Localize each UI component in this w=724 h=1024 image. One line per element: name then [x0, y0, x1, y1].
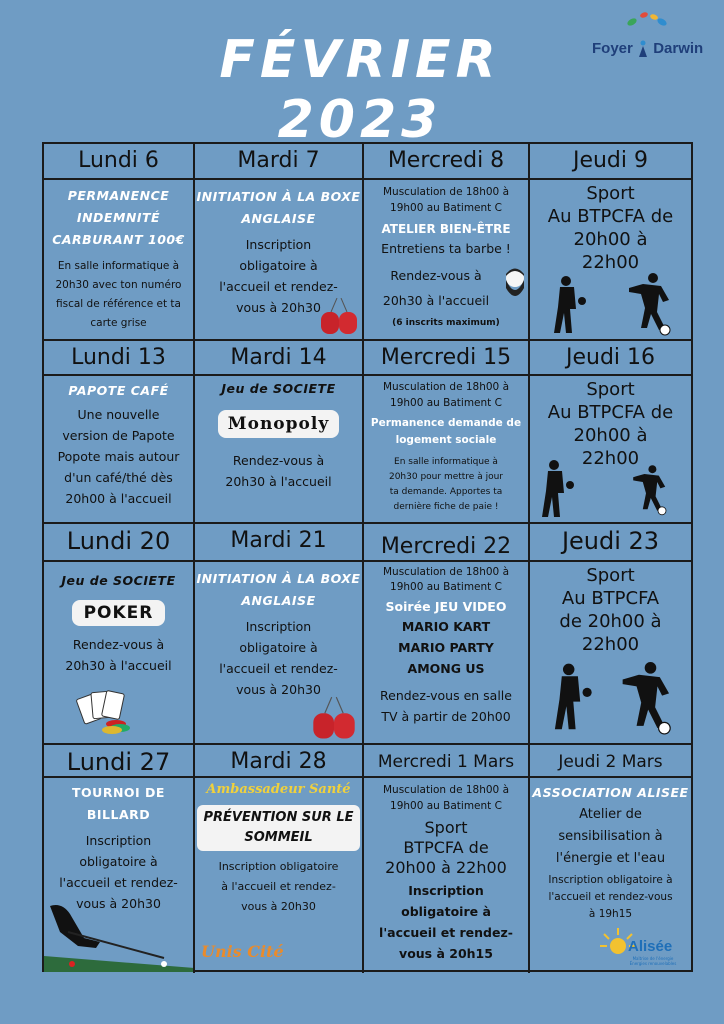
event-cell: [195, 778, 364, 973]
event-text: 20h00 à l'accueil: [65, 491, 172, 506]
event-cell: [44, 376, 195, 524]
event-text: obligatoire à: [239, 640, 318, 655]
event-cell: [530, 376, 691, 524]
event-cell: [44, 562, 195, 745]
soccer-player-icon: [625, 272, 675, 336]
event-subheading: sensibilisation à: [558, 829, 663, 844]
event-cell: [44, 778, 195, 973]
event-heading: INITIATION À LA BOXE: [196, 189, 361, 204]
event-heading: PERMANENCE: [67, 188, 170, 203]
game-pill: Monopoly: [218, 410, 339, 438]
event-subheading: Atelier de: [579, 807, 642, 822]
event-text: En salle informatique à: [57, 260, 180, 272]
bearded-man-icon: [502, 266, 528, 306]
sport-text: BTPCFA de: [403, 838, 489, 857]
sport-text: Au BTPCFA de: [547, 402, 674, 423]
event-text: 20h30 avec ton numéro: [55, 279, 182, 291]
day-header: Mardi 7: [195, 144, 364, 180]
sport-text: Sport: [586, 379, 635, 400]
day-header: Mardi 28: [195, 745, 364, 778]
event-text: vous à 20h30: [241, 900, 316, 913]
event-cell: [195, 376, 364, 524]
event-text: obligatoire à: [239, 258, 318, 273]
pill-line: PRÉVENTION SUR LE: [203, 810, 354, 825]
sport-text: 20h00 à 22h00: [385, 858, 507, 877]
boxing-gloves-icon: [319, 298, 359, 336]
event-text: Rendez-vous en salle: [380, 688, 512, 703]
event-text: l'accueil et rendez-vous: [548, 891, 673, 903]
event-heading: CARBURANT 100€: [52, 232, 185, 247]
muscu-text: Musculation de 18h00 à: [382, 186, 510, 198]
event-note: (6 inscrits maximum): [392, 318, 500, 328]
event-heading: Jeu de SOCIETE: [221, 381, 336, 396]
event-subheading: l'énergie et l'eau: [555, 851, 666, 866]
sport-text: 22h00: [581, 252, 640, 273]
calendar-grid: [42, 142, 693, 972]
sport-text: Au BTPCFA de: [547, 206, 674, 227]
game-name: MARIO PARTY: [398, 640, 494, 655]
event-text: obligatoire à: [401, 904, 491, 919]
event-cell: [530, 180, 691, 341]
event-text: Rendez-vous à: [390, 268, 482, 283]
alisee-tagline: Énergies renouvelables: [629, 961, 677, 966]
sport-text: Sport: [586, 565, 635, 586]
event-cell: [44, 180, 195, 341]
poker-cards-icon: [76, 686, 140, 736]
day-header: Jeudi 2 Mars: [530, 745, 691, 778]
logo-text-darwin: Darwin: [653, 40, 704, 57]
sport-text: Au BTPCFA: [561, 588, 660, 609]
muscu-text: 19h00 au Batiment C: [390, 581, 502, 593]
sport-text: 22h00: [581, 634, 640, 655]
day-header: Jeudi 9: [530, 144, 691, 180]
event-heading: Soirée JEU VIDEO: [385, 599, 507, 614]
alisee-logo: [600, 926, 688, 970]
event-heading: TOURNOI DE: [72, 785, 165, 800]
event-text: ta demande. Apportes ta: [389, 487, 503, 497]
event-cell: [195, 562, 364, 745]
event-heading: INDEMNITÉ: [76, 210, 161, 225]
event-text: Inscription: [85, 833, 152, 848]
event-cell: [364, 376, 530, 524]
day-header: Lundi 27: [44, 745, 195, 778]
basketball-player-icon: [548, 662, 594, 732]
muscu-text: 19h00 au Batiment C: [390, 202, 502, 214]
day-header: Mercredi 8: [364, 144, 530, 180]
event-text: Popote mais autour: [57, 449, 180, 464]
boxing-gloves-icon: [311, 696, 357, 742]
event-heading: INITIATION À LA BOXE: [196, 571, 361, 586]
event-heading: ANGLAISE: [241, 593, 316, 608]
event-text: l'accueil et rendez-: [379, 925, 513, 940]
event-text: 20h30 à l'accueil: [65, 658, 172, 673]
sport-text: 20h00 à: [573, 425, 648, 446]
event-text: 20h30 pour mettre à jour: [388, 472, 503, 482]
day-header: Mardi 21: [195, 524, 364, 562]
event-text: 20h30 à l'accueil: [225, 474, 332, 489]
muscu-text: Musculation de 18h00 à: [382, 381, 510, 393]
sport-text: de 20h00 à: [559, 611, 662, 632]
prevention-pill: [197, 805, 359, 851]
day-header: Jeudi 23: [530, 524, 691, 562]
event-text: vous à 20h30: [76, 896, 161, 911]
person-icon: [637, 40, 649, 58]
alisee-name: Alisée: [628, 938, 673, 955]
event-heading: logement sociale: [395, 434, 497, 446]
day-header: Mercredi 22: [364, 524, 530, 562]
event-text: dernière fiche de paie !: [393, 502, 499, 512]
soccer-player-icon: [630, 460, 670, 520]
day-header: Mercredi 1 Mars: [364, 745, 530, 778]
sport-text: Sport: [586, 183, 635, 204]
event-text: carte grise: [90, 317, 147, 329]
basketball-player-icon: [536, 458, 576, 520]
event-text: obligatoire à: [79, 854, 158, 869]
game-pill: POKER: [72, 600, 166, 626]
event-cell: [364, 180, 530, 341]
event-cell: [530, 562, 691, 745]
event-cell: [364, 778, 530, 973]
event-heading: PAPOTE CAFÉ: [68, 383, 169, 398]
event-heading: BILLARD: [86, 807, 151, 822]
logo-text-foyer: Foyer: [592, 40, 633, 57]
event-text: En salle informatique à: [394, 457, 498, 467]
event-heading: ANGLAISE: [241, 211, 316, 226]
day-header: Mercredi 15: [364, 341, 530, 376]
event-text: Inscription obligatoire: [218, 860, 339, 873]
soccer-player-icon: [618, 658, 676, 738]
day-header: Lundi 6: [44, 144, 195, 180]
event-text: à l'accueil et rendez-: [221, 880, 336, 893]
event-text: fiscal de référence et ta: [56, 298, 181, 310]
event-text: Entretiens ta barbe !: [381, 241, 511, 256]
event-text: Rendez-vous à: [72, 637, 165, 652]
pill-line: SOMMEIL: [244, 830, 313, 845]
event-cell: [195, 180, 364, 341]
sport-text: Sport: [424, 818, 468, 837]
day-header: Mardi 14: [195, 341, 364, 376]
event-text: Inscription: [408, 883, 484, 898]
event-text: l'accueil et rendez-: [219, 661, 338, 676]
event-text: Une nouvelle: [77, 407, 160, 422]
event-heading: ASSOCIATION ALISEE: [532, 785, 689, 800]
event-heading: Jeu de SOCIETE: [61, 573, 176, 588]
event-text: d'un café/thé dès: [64, 470, 173, 485]
foyer-darwin-logo: [592, 6, 722, 70]
event-text: version de Papote: [62, 428, 175, 443]
day-header: Jeudi 16: [530, 341, 691, 376]
muscu-text: 19h00 au Batiment C: [390, 397, 502, 409]
event-text: Inscription: [245, 237, 312, 252]
event-text: l'accueil et rendez-: [59, 875, 178, 890]
ambassadeur-sante-tag: Ambassadeur Santé: [206, 782, 351, 797]
event-text: 20h30 à l'accueil: [382, 293, 490, 308]
billiard-player-icon: [44, 902, 194, 972]
basketball-player-icon: [548, 275, 588, 335]
event-cell: [364, 562, 530, 745]
page-title: FÉVRIER 2023: [219, 30, 501, 150]
event-text: Rendez-vous à: [232, 453, 325, 468]
day-header: Lundi 20: [44, 524, 195, 562]
event-heading: ATELIER BIEN-ÊTRE: [381, 222, 511, 236]
alisee-tagline: Maîtrise de l'énergie: [632, 956, 674, 961]
event-text: Inscription obligatoire à: [548, 874, 673, 886]
event-heading: Permanence demande de: [370, 417, 522, 429]
game-name: AMONG US: [407, 661, 485, 676]
day-header: Lundi 13: [44, 341, 195, 376]
event-text: vous à 20h30: [236, 300, 321, 315]
muscu-text: 19h00 au Batiment C: [390, 800, 502, 812]
unis-cite-logo: Unis Cité: [201, 942, 284, 961]
event-text: vous à 20h15: [399, 946, 493, 961]
event-text: vous à 20h30: [236, 682, 321, 697]
sport-text: 22h00: [581, 448, 640, 469]
logo-leaves-icon: [624, 8, 668, 30]
event-text: Inscription: [245, 619, 312, 634]
event-text: l'accueil et rendez-: [219, 279, 338, 294]
sport-text: 20h00 à: [573, 229, 648, 250]
event-text: TV à partir de 20h00: [381, 709, 511, 724]
muscu-text: Musculation de 18h00 à: [382, 566, 510, 578]
muscu-text: Musculation de 18h00 à: [382, 784, 510, 796]
game-name: MARIO KART: [401, 619, 491, 634]
event-text: à 19h15: [588, 908, 633, 920]
event-cell: [530, 778, 691, 973]
